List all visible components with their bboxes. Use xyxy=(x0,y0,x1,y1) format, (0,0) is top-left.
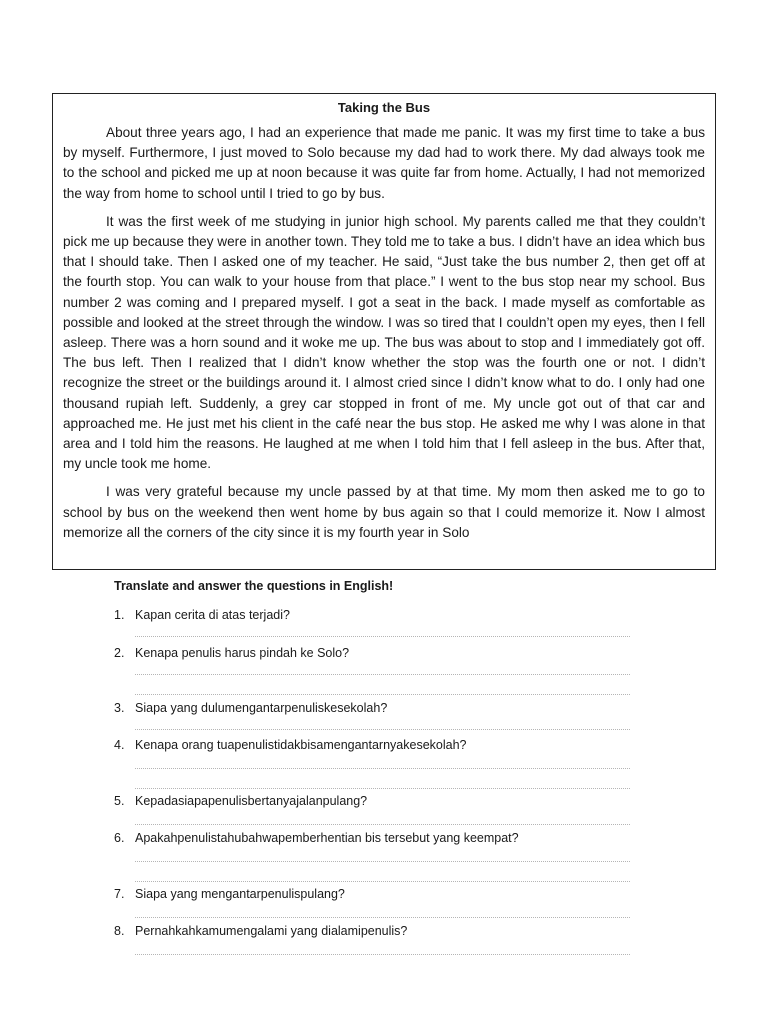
answer-line[interactable] xyxy=(135,917,630,918)
question-text: Siapa yang mengantarpenulispulang? xyxy=(135,887,345,901)
question-number: 4. xyxy=(114,738,125,752)
question-item xyxy=(114,699,634,730)
question-text: Kenapa penulis harus pindah ke Solo? xyxy=(135,646,350,660)
question-item xyxy=(114,922,634,955)
question-text: Siapa yang dulumengantarpenuliskesekolah? xyxy=(135,701,388,715)
question-item xyxy=(114,792,634,825)
answer-line[interactable] xyxy=(135,674,630,675)
answer-line[interactable] xyxy=(135,788,630,789)
question-text: Kenapa orang tuapenulistidakbisamengantarnyakesekolah? xyxy=(135,738,467,752)
story-paragraph-1: About three years ago, I had an experience that made me panic. It was my first time to take a bus by myself. Furthermore, I just moved to Solo because my dad had to work there. My dad always took me to the school and picked me up at noon because it was quite far from home. Actually, I had not memorized the way from home to school until I tried to go by bus. xyxy=(63,125,705,201)
question-item xyxy=(114,885,634,918)
question-item xyxy=(114,829,634,882)
answer-line[interactable] xyxy=(135,694,630,695)
story-paragraph-2: It was the first week of me studying in junior high school. My parents called me that they couldn’t pick me up because they were in another town. They told me to take a bus. I didn’t have an idea which bus that I should take. Then I asked one of my teacher. He said, “Just take the bus number 2, then get off at the fourth stop. You can walk to your house from that place.” I went to the bus stop near my school. Bus number 2 was coming and I prepared myself. I got a seat in the back. I made myself as comfortable as possible and looked at the street through the window. I was so tired that I couldn’t open my eyes, then I fell asleep. There was a horn sound and it woke me up. The bus was about to stop and I immediately got off. The bus left. Then I realized that I didn’t know whether the stop was the fourth one or not. I didn’t recognize the street or the buildings around it. I almost cried since I didn’t know what to do. I only had one thousand rupiah left. Suddenly, a grey car stopped in front of me. My uncle got out of that car and approached me. He just met his client in the café near the bus stop. He asked me why I was alone in that area and I told him the reasons. He laughed at me when I told him that I fell asleep in the bus. After that, my uncle took me home. xyxy=(63,213,705,472)
answer-line[interactable] xyxy=(135,636,630,637)
question-text: Kepadasiapapenulisbertanyajalanpulang? xyxy=(135,794,368,808)
question-number: 7. xyxy=(114,887,125,901)
question-item xyxy=(114,606,634,637)
exercise-instruction: Translate and answer the questions in English! xyxy=(114,579,394,593)
question-number: 1. xyxy=(114,608,125,622)
question-text: Kapan cerita di atas terjadi? xyxy=(135,608,290,622)
question-number: 5. xyxy=(114,794,125,808)
answer-line[interactable] xyxy=(135,954,630,955)
story-title: Taking the Bus xyxy=(337,100,431,115)
question-item xyxy=(114,736,634,789)
question-text: Apakahpenulistahubahwapemberhentian bis tersebut yang keempat? xyxy=(135,831,519,845)
answer-line[interactable] xyxy=(135,861,630,862)
answer-line[interactable] xyxy=(135,729,630,730)
question-number: 8. xyxy=(114,924,125,938)
question-item xyxy=(114,644,634,695)
answer-line[interactable] xyxy=(135,768,630,769)
question-number: 3. xyxy=(114,701,125,715)
answer-line[interactable] xyxy=(135,881,630,882)
question-text: Pernahkahkamumengalami yang dialamipenulis? xyxy=(135,924,408,938)
question-number: 6. xyxy=(114,831,125,845)
story-paragraph-3: I was very grateful because my uncle passed by at that time. My mom then asked me to go to school by bus on the weekend then went home by bus again so that I could memorize it. Now I almost memorize all the corners of the city since it is my fourth year in Solo xyxy=(63,484,705,540)
answer-line[interactable] xyxy=(135,824,630,825)
question-number: 2. xyxy=(114,646,125,660)
story-box xyxy=(52,93,716,570)
